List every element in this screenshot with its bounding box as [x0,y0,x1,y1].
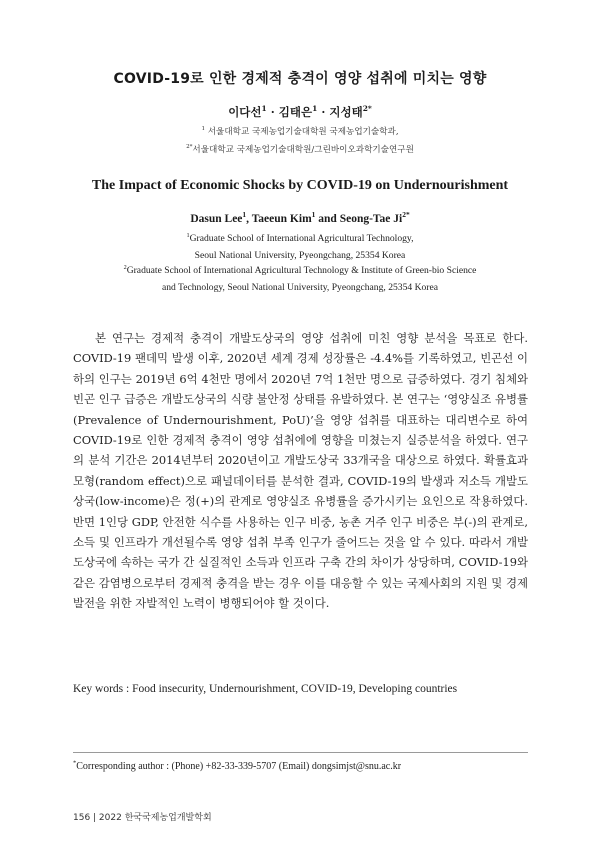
author-join: , [246,213,252,225]
abstract-paragraph: 본 연구는 경제적 충격이 개발도상국의 영양 섭취에 미친 영향 분석을 목표로 한다. COVID-19 팬데믹 발생 이후, 2020년 세계 경제 성장률은 -4.4%를 기록하였고, 빈곤선 이하의 인구는 2019년 6억 4천만 명에서 2020년 7억 1천만 명으로 급증하였다. 경기 침체와 빈곤 인구 급증은 개발도상국의 식량 불안정 상태를 유발하였다. 본 연구는 ‘영양실조 유병률(Prevalence of Undernourishment, PoU)’을 영양 섭취를 대표하는 대리변수로 하여 COVID-19로 인한 경제적 충격이 영양 섭취에에 영향을 미쳤는지 실증분석을 하였다. 연구의 분석 기간은 2014년부터 2020년이고 개발도상국 33개국을 대상으로 하였다. 확률효과모형(random effect)으로 패널데이터를 분석한 결과, COVID-19의 발생과 저소득 개발도상국(low-income)은 정(+)의 관계로 영양실조 유병률을 증가시키는 요인으로 작용하였다. 반면 1인당 GDP, 안전한 식수를 사용하는 인구 비중, 농촌 거주 인구 비중은 부(-)의 관계로, 소득 및 인프라가 개선될수록 영양 섭취 부족 인구가 줄어드는 것을 알 수 있다. 따라서 개발도상국에 속하는 국가 간 실질적인 소득과 인프라 구축 간의 차이가 상당하며, COVID-19와 같은 감염병으로부터 경제적 충격을 받는 경우 이를 대응할 수 있는 국제사회의 지원 및 경제발전을 위한 자발적인 노력이 병행되어야 할 것이다. [73,331,528,611]
english-affiliation [0,233,600,244]
affiliation-sup: 1 [201,126,205,133]
affiliation-sup: 2 [123,263,127,271]
author-separator: · [321,105,326,119]
author-sup: 2* [402,210,410,220]
author-name: 지성태 [329,105,363,119]
author-name: Taeeun Kim [251,213,312,225]
english-affiliation-line: Seoul National University, Pyeongchang, 25354 Korea [194,250,406,261]
footnote-sup: * [73,759,77,767]
english-authors [0,210,600,225]
english-title: The Impact of Economic Shocks by COVID-19 on Undernourishment [91,178,509,193]
affiliation-line: Graduate School of International Agricultural Technology & Institute of Green-bio Science [126,265,477,276]
korean-affiliation [0,143,600,155]
affiliation-line: Graduate School of International Agricultural Technology, [189,233,414,244]
author-join: and [315,213,340,225]
author-sup: 1 [311,210,316,220]
author-sup: 2* [362,104,372,114]
author-sup: 1 [242,210,247,220]
page-footer: 156 | 2022 한국국제농업개발학회 [73,813,212,823]
author-sup: 1 [261,104,267,114]
corresponding-text: Corresponding author : (Phone) +82-33-339-5707 (Email) dongsimjst@snu.ac.kr [76,761,402,772]
affiliation-text: 서울대학교 국제농업기술대학원/그린바이오과학기술연구원 [192,145,414,155]
affiliation-sup: 1 [186,231,190,239]
footnote-divider [73,752,528,753]
author-name: Dasun Lee [190,213,243,225]
author-name: Seong-Tae Ji [339,213,403,225]
korean-authors [0,104,600,120]
author-sup: 1 [312,104,318,114]
english-affiliation [0,265,600,276]
author-name: 김태은 [278,105,313,119]
korean-title: COVID-19로 인한 경제적 충격이 영양 섭취에 미치는 영향 [113,71,487,87]
author-separator: · [270,105,275,119]
keywords: Key words : Food insecurity, Undernourishment, COVID-19, Developing countries [73,683,458,695]
english-affiliation-line: and Technology, Seoul National University, Pyeongchang, 25354 Korea [161,282,439,293]
author-name: 이다선 [228,105,262,119]
korean-affiliation [0,125,600,137]
affiliation-sup: 2* [186,144,193,151]
corresponding-author-note [73,761,401,772]
affiliation-text: 서울대학교 국제농업기술대학원 국제농업기술학과, [205,127,399,137]
